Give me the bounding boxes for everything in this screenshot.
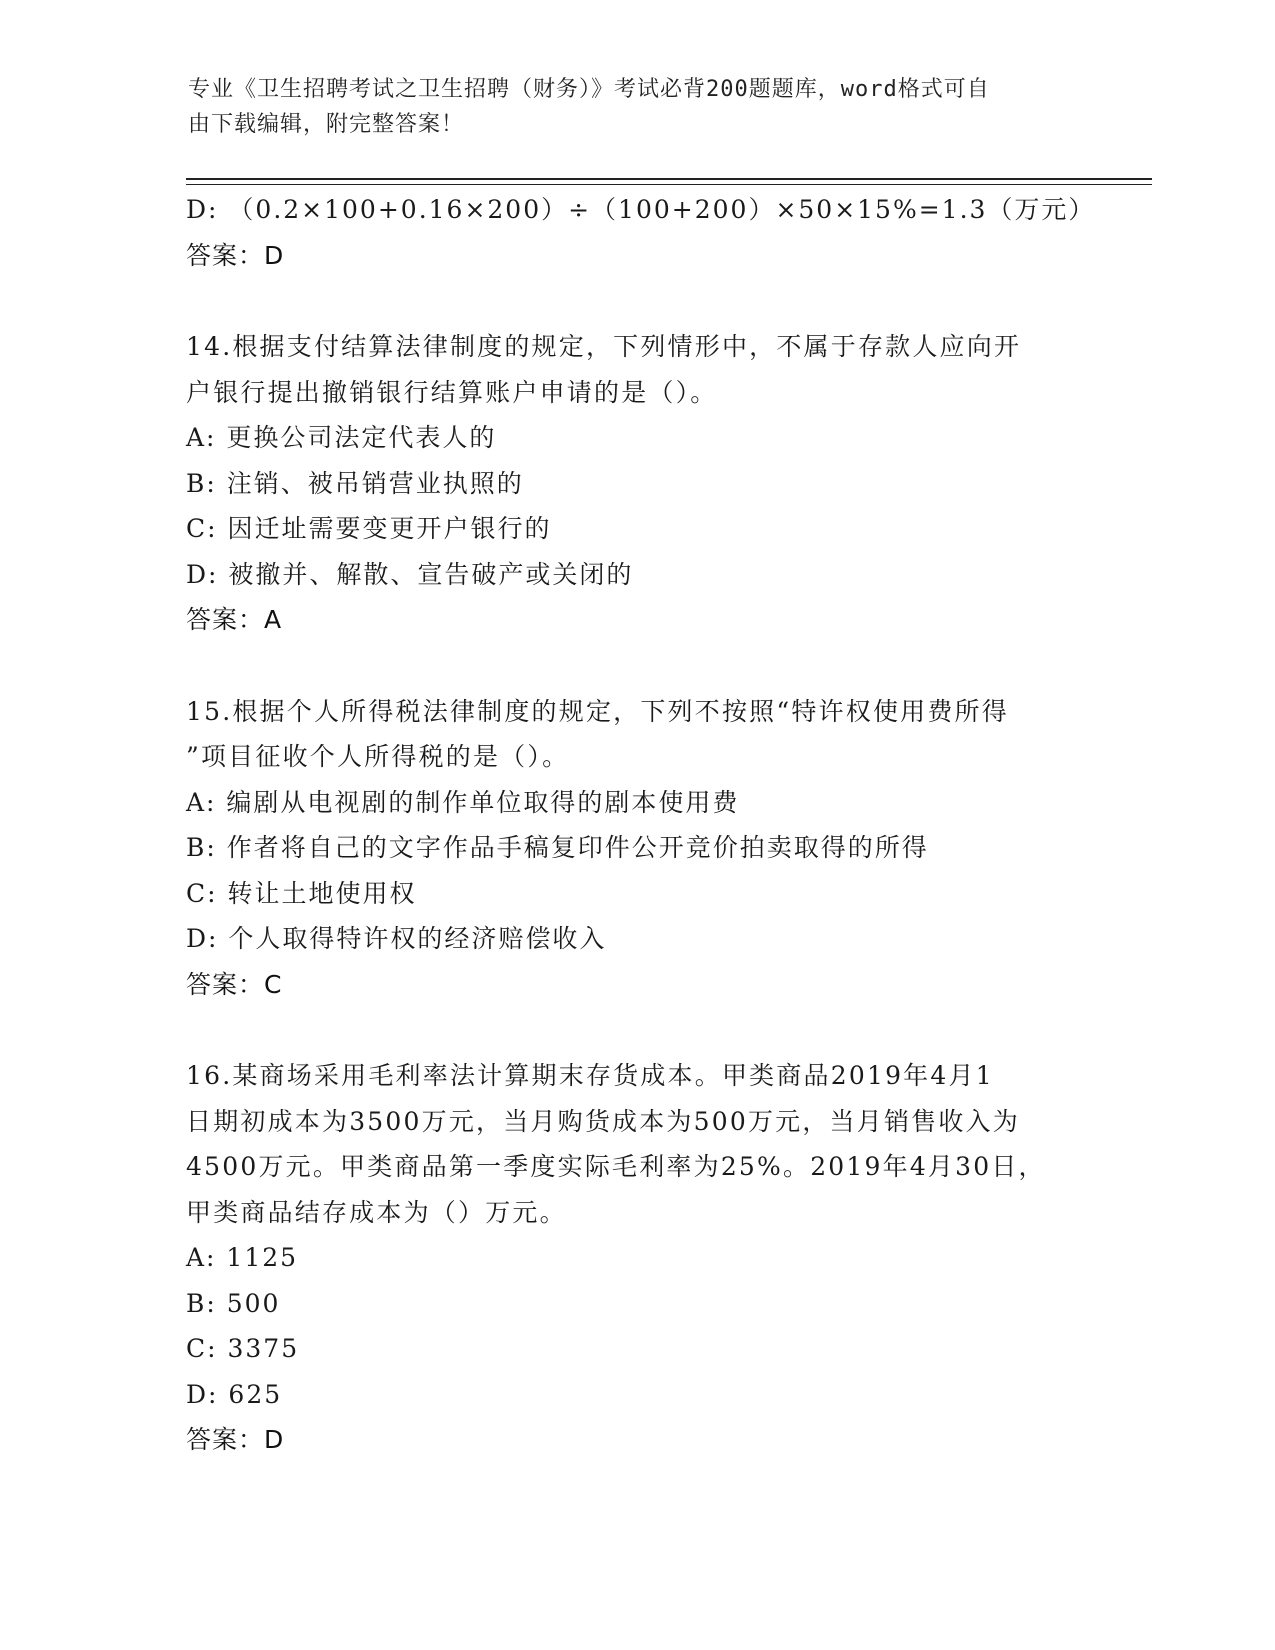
answer-line: 答案：C	[186, 969, 283, 999]
header-line-2: 由下载编辑，附完整答案！	[188, 112, 465, 137]
option-c: C: 转让土地使用权	[186, 878, 417, 908]
option-b: B: 注销、被吊销营业执照的	[186, 468, 524, 498]
option-b: B: 作者将自己的文字作品手稿复印件公开竞价拍卖取得的所得	[186, 833, 929, 862]
prev-question-tail	[186, 187, 1096, 278]
question-stem-line: 16.某商场采用毛利率法计算期末存货成本。甲类商品2019年4月1	[186, 1061, 994, 1090]
header-divider-thin	[186, 184, 1152, 185]
option-d: D: 个人取得特许权的经济赔偿收入	[186, 924, 607, 953]
answer-line: 答案：D	[186, 240, 285, 270]
option-d: D: 被撤并、解散、宣告破产或关闭的	[186, 559, 634, 589]
option-b: B: 500	[186, 1288, 281, 1318]
option-a: A: 更换公司法定代表人的	[186, 423, 497, 452]
question-stem-line: 甲类商品结存成本为（）万元。	[186, 1197, 567, 1227]
answer-line: 答案：D	[186, 1425, 285, 1454]
question-14	[186, 324, 1086, 643]
option-d: D: （0.2×100+0.16×200）÷（100+200）×50×15%=1.3（万元）	[186, 195, 1096, 224]
question-stem-line: 日期初成本为3500万元，当月购货成本为500万元，当月销售收入为	[186, 1106, 1020, 1136]
option-a: A: 编剧从电视剧的制作单位取得的剧本使用费	[186, 787, 740, 817]
spacer	[186, 278, 1086, 324]
option-c: C: 因迁址需要变更开户银行的	[186, 514, 552, 543]
question-stem-line: 15.根据个人所得税法律制度的规定，下列不按照“特许权使用费所得	[186, 696, 1009, 726]
question-16	[186, 1053, 1086, 1463]
question-stem-line: 户银行提出撤销银行结算账户申请的是（）。	[186, 377, 718, 407]
document-body	[186, 187, 1096, 1463]
spacer	[186, 1007, 1086, 1053]
document-header	[188, 72, 1068, 142]
option-a: A: 1125	[186, 1243, 299, 1272]
spacer	[186, 643, 1086, 689]
question-stem-line: ”项目征收个人所得税的是（）。	[186, 742, 570, 771]
question-stem-line: 4500万元。甲类商品第一季度实际毛利率为25%。2019年4月30日，	[186, 1152, 1046, 1181]
header-divider-thick	[186, 178, 1152, 180]
question-15	[186, 689, 1086, 1008]
option-d: D: 625	[186, 1379, 283, 1409]
option-c: C: 3375	[186, 1334, 300, 1363]
question-stem-line: 14.根据支付结算法律制度的规定，下列情形中，不属于存款人应向开	[186, 332, 1022, 361]
answer-line: 答案：A	[186, 605, 283, 634]
header-line-1: 专业《卫生招聘考试之卫生招聘（财务）》考试必背200题题库，word格式可自	[188, 77, 990, 102]
